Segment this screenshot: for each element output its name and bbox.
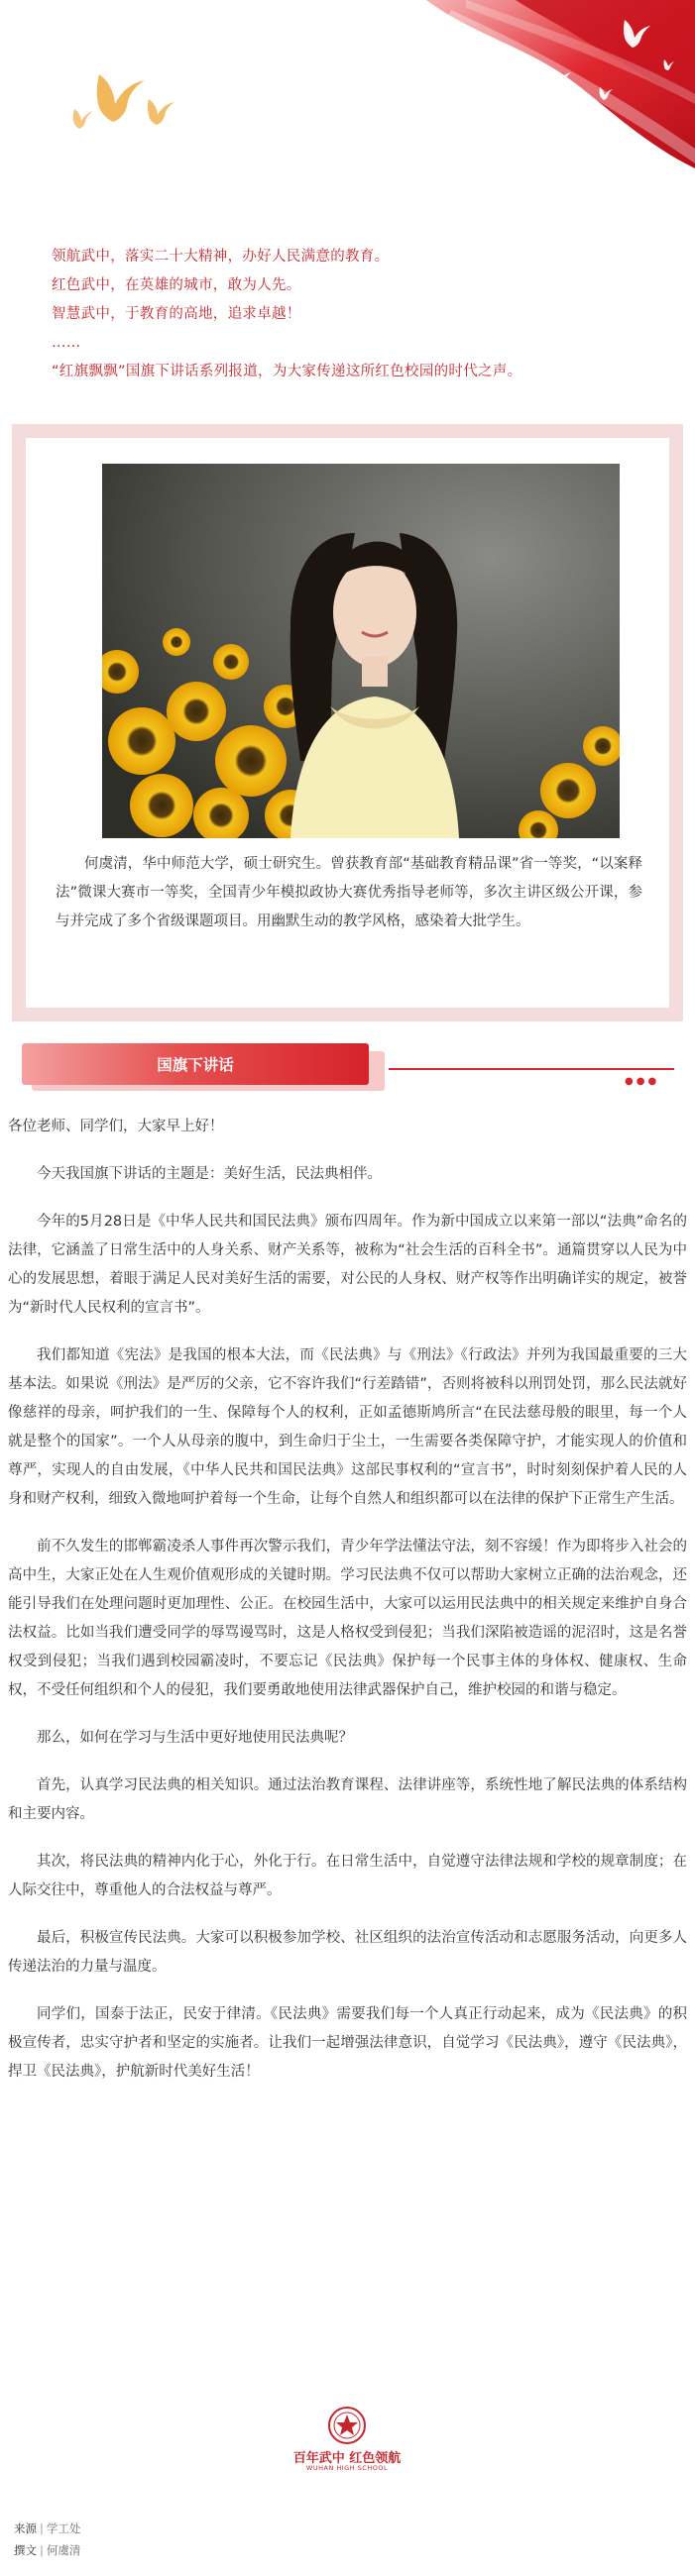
credit-label: 来源 bbox=[14, 2522, 37, 2535]
school-logo bbox=[248, 2406, 446, 2475]
credits bbox=[14, 2518, 80, 2561]
credit-label: 撰文 bbox=[14, 2543, 37, 2557]
dots-decoration: ●●● bbox=[625, 1076, 660, 1087]
article-body bbox=[8, 1113, 687, 2105]
credit-value: 何虞清 bbox=[46, 2543, 81, 2557]
school-emblem-icon bbox=[327, 2406, 367, 2445]
logo-slogan: 百年武中 红色领航 bbox=[292, 2451, 402, 2466]
intro-line: “红旗飘飘”国旗下讲话系列报道，为大家传递这所红色校园的时代之声。 bbox=[52, 364, 522, 379]
teacher-photo bbox=[102, 464, 620, 838]
intro-block bbox=[52, 243, 646, 386]
intro-line: …… bbox=[52, 335, 81, 351]
article-paragraph: 最后，积极宣传民法典。大家可以积极参加学校、社区组织的法治宣传活动和志愿服务活动，向更多人传递法治的力量与温度。 bbox=[8, 1930, 687, 1975]
credit-row: 撰文 | 何虞清 bbox=[14, 2543, 81, 2557]
article-greeting: 各位老师、同学们，大家早上好！ bbox=[8, 1119, 224, 1134]
section-divider bbox=[389, 1068, 674, 1070]
logo-subtitle: WUHAN HIGH SCHOOL bbox=[305, 2464, 389, 2472]
article-paragraph: 今天我国旗下讲话的主题是：美好生活，民法典相伴。 bbox=[37, 1166, 382, 1182]
article-paragraph: 我们都知道《宪法》是我国的根本大法，而《民法典》与《刑法》《行政法》并列为我国最重要的三大基本法。如果说《刑法》是严厉的父亲，它不容许我们“行差踏错”，否则将被科以刑罚处罚，那么民法就好像慈祥的母亲，呵护我们的一生、保障每个人的权利，正如孟德斯鸠所言“在民法慈母般的眼里，每一个人就是整个的国家”。一个人从母亲的腹中，到生命归于尘土，一生需要各类保障守护，才能实现人的价值和尊严，实现人的自由发展，《中华人民共和国民法典》这部民事权利的“宣言书”，时时刻刻保护着人民的人身和财产权利，细致入微地呵护着每一个生命，让每个自然人和组织都可以在法律的保护下正常生产生活。 bbox=[8, 1347, 687, 1507]
article-paragraph: 其次，将民法典的精神内化于心，外化于行。在日常生活中，自觉遵守法律法规和学校的规章制度；在人际交往中，尊重他人的合法权益与尊严。 bbox=[8, 1854, 687, 1898]
article-paragraph: 那么，如何在学习与生活中更好地使用民法典呢？ bbox=[37, 1730, 353, 1746]
article-paragraph: 首先，认真学习民法典的相关知识。通过法治教育课程、法律讲座等，系统性地了解民法典的体系结构和主要内容。 bbox=[8, 1777, 687, 1822]
article-paragraph: 前不久发生的邯郸霸凌杀人事件再次警示我们，青少年学法懂法守法，刻不容缓！作为即将步入社会的高中生，大家正处在人生观价值观形成的关键时期。学习民法典不仅可以帮助大家树立正确的法治观念，还能引导我们在处理问题时更加理性、公正。在校园生活中，大家可以运用民法典中的相关规定来维护自身合法权益。比如当我们遭受同学的辱骂谩骂时，这是人格权受到侵犯；当我们深陷被造谣的泥沼时，这是名誉权受到侵犯；当我们遇到校园霸凌时，不要忘记《民法典》保护每一个民事主体的身体权、健康权、生命权，不受任何组织和个人的侵犯，我们要勇敢地使用法律武器保护自己，维护校园的和谐与稳定。 bbox=[8, 1539, 687, 1698]
credit-value: 学工处 bbox=[46, 2522, 81, 2535]
profile-card bbox=[12, 424, 683, 1021]
intro-line: 领航武中，落实二十大精神，办好人民满意的教育。 bbox=[52, 249, 390, 265]
section-header bbox=[22, 1043, 676, 1093]
dove-icon bbox=[69, 54, 188, 144]
section-title: 国旗下讲话 bbox=[22, 1043, 369, 1085]
intro-line: 智慧武中，于教育的高地，追求卓越！ bbox=[52, 306, 301, 322]
profile-card-inner bbox=[26, 438, 669, 1008]
teacher-bio: 何虞清，华中师范大学，硕士研究生。曾获教育部“基础教育精品课”省一等奖，“以案释法”微课大赛市一等奖，全国青少年模拟政协大赛优秀指导老师等，多次主讲区级公开课，参与并完成了多个省级课题项目。用幽默生动的教学风格，感染着大批学生。 bbox=[56, 856, 642, 929]
article-paragraph: 同学们，国泰于法正，民安于律清。《民法典》需要我们每一个人真正行动起来，成为《民法典》的积极宣传者，忠实守护者和坚定的实施者。让我们一起增强法律意识，自觉学习《民法典》，遵守《民法典》，捍卫《民法典》，护航新时代美好生活！ bbox=[8, 2006, 687, 2080]
header-banner bbox=[0, 0, 695, 188]
intro-line: 红色武中，在英雄的城市，敢为人先。 bbox=[52, 277, 301, 293]
article-paragraph: 今年的5月28日是《中华人民共和国民法典》颁布四周年。作为新中国成立以来第一部以“法典”命名的法律，它涵盖了日常生活中的人身关系、财产关系等，被称为“社会生活的百科全书”。通篇贯穿以人民为中心的发展思想，着眼于满足人民对美好生活的需要，对公民的人身权、财产权等作出明确详实的规定，被誉为“新时代人民权利的宣言书”。 bbox=[8, 1214, 687, 1316]
credit-row: 来源 | 学工处 bbox=[14, 2522, 81, 2535]
